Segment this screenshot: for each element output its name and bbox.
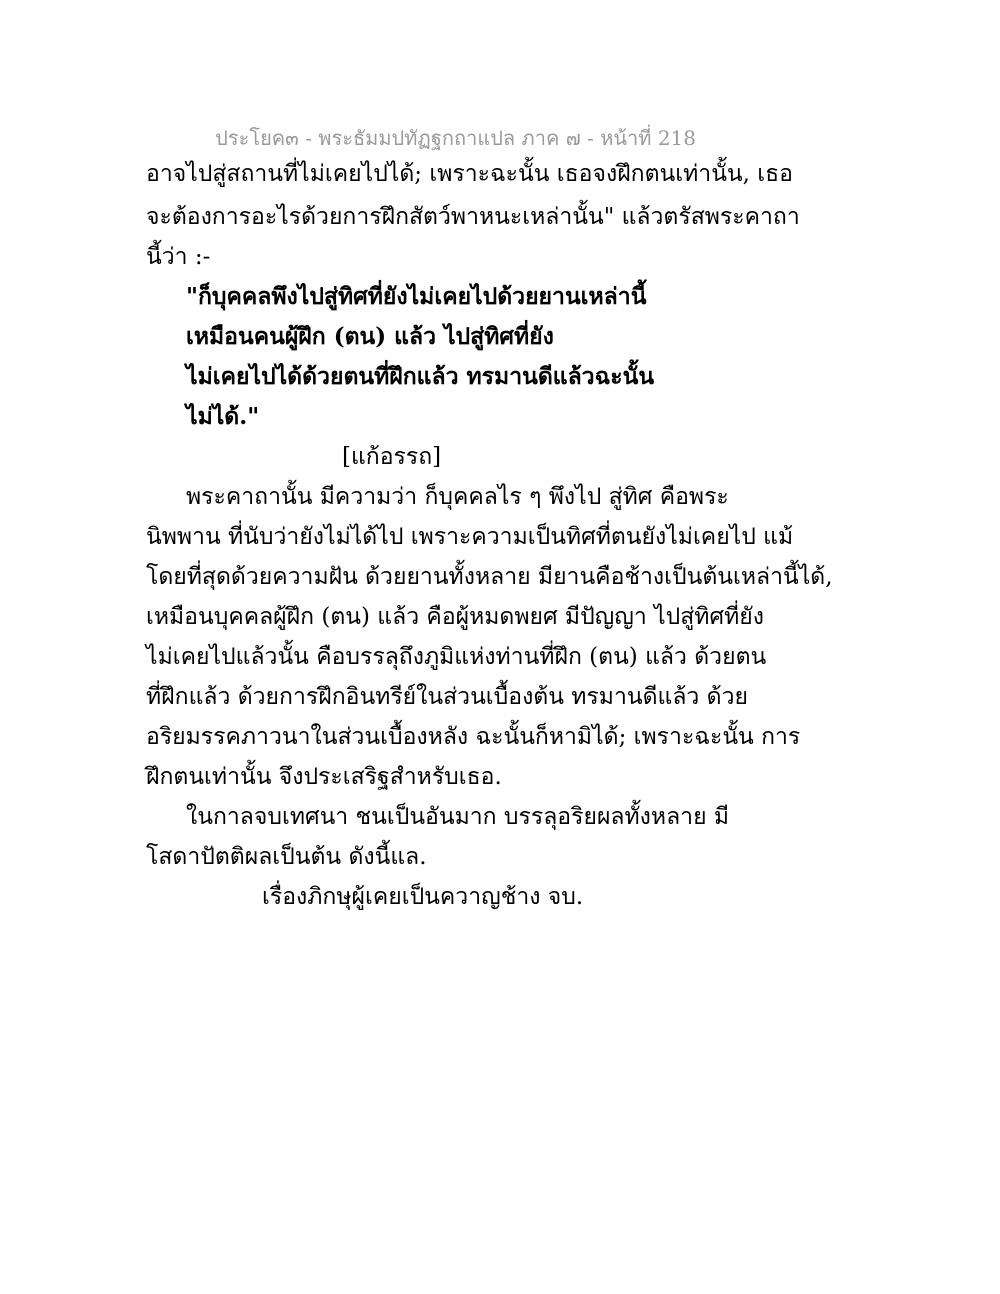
story-end-line: เรื่องภิกษุผู้เคยเป็นควาญช้าง จบ. bbox=[262, 884, 584, 910]
explanation-line-5: ไม่เคยไปแล้วนั้น คือบรรลุถึงภูมิแห่งท่านที่ฝึก (ตน) แล้ว ด้วยตน bbox=[146, 644, 767, 670]
opening-line-2: จะต้องการอะไรด้วยการฝึกสัตว์พาหนะเหล่านั้น" แล้วตรัสพระคาถา bbox=[146, 204, 800, 230]
running-head: ประโยค๓ - พระธัมมปทัฏฐกถาแปล ภาค ๗ - หน้าที่ 218 bbox=[215, 126, 696, 150]
explanation-line-3: โดยที่สุดด้วยความฝัน ด้วยยานทั้งหลาย มียานคือช้างเป็นต้นเหล่านี้ได้, bbox=[146, 564, 833, 590]
section-heading: [แก้อรรถ] bbox=[342, 444, 442, 470]
opening-line-3: นี้ว่า :- bbox=[146, 244, 211, 270]
conclusion-line-1: ในกาลจบเทศนา ชนเป็นอันมาก บรรลุอริยผลทั้งหลาย มี bbox=[186, 804, 730, 830]
verse-line-3: ไม่เคยไปได้ด้วยตนที่ฝึกแล้ว ทรมานดีแล้วฉะนั้น bbox=[186, 363, 655, 390]
verse-line-1: "ก็บุคคลพึงไปสู่ทิศที่ยังไม่เคยไปด้วยยานเหล่านี้ bbox=[186, 283, 647, 310]
explanation-line-1: พระคาถานั้น มีความว่า ก็บุคคลไร ๆ พึงไป สู่ทิศ คือพระ bbox=[186, 484, 729, 510]
opening-line-1: อาจไปสู่สถานที่ไม่เคยไปได้; เพราะฉะนั้น เธอจงฝึกตนเท่านั้น, เธอ bbox=[146, 161, 793, 187]
explanation-line-4: เหมือนบุคคลผู้ฝึก (ตน) แล้ว คือผู้หมดพยศ มีปัญญา ไปสู่ทิศที่ยัง bbox=[146, 604, 764, 630]
verse-line-2: เหมือนคนผู้ฝึก (ตน) แล้ว ไปสู่ทิศที่ยัง bbox=[186, 323, 554, 350]
conclusion-line-2: โสดาปัตติผลเป็นต้น ดังนี้แล. bbox=[146, 844, 427, 870]
explanation-line-8: ฝึกตนเท่านั้น จึงประเสริฐสำหรับเธอ. bbox=[146, 764, 502, 790]
verse-line-4: ไม่ได้." bbox=[186, 403, 260, 430]
explanation-line-6: ที่ฝึกแล้ว ด้วยการฝึกอินทรีย์ในส่วนเบื้องต้น ทรมานดีแล้ว ด้วย bbox=[146, 684, 748, 710]
explanation-line-7: อริยมรรคภาวนาในส่วนเบื้องหลัง ฉะนั้นก็หามิได้; เพราะฉะนั้น การ bbox=[146, 724, 801, 750]
explanation-line-2: นิพพาน ที่นับว่ายังไม่ได้ไป เพราะความเป็นทิศที่ตนยังไม่เคยไป แม้ bbox=[146, 524, 794, 550]
